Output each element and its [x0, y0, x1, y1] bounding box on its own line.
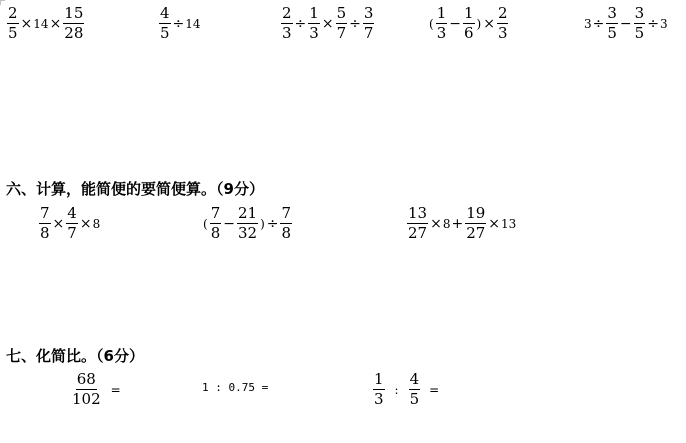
denominator: 6 — [463, 24, 474, 42]
numerator: 21 — [237, 204, 258, 222]
fraction — [281, 6, 293, 41]
fraction — [436, 6, 448, 41]
minus-sign: − — [223, 215, 235, 232]
section-6-title: 六、计算，能简便的要简便算。（9分） — [6, 180, 264, 198]
ratio-colon: : — [394, 382, 399, 397]
numerator: 13 — [408, 204, 428, 222]
times-sign: × — [321, 15, 334, 32]
denominator: 7 — [67, 224, 77, 242]
denominator: 8 — [40, 224, 50, 242]
numerator: 7 — [210, 204, 221, 222]
problem-5 — [584, 6, 668, 41]
divide-sign: ÷ — [266, 215, 279, 232]
minus-sign: − — [449, 15, 461, 32]
problem-6-1 — [38, 206, 100, 241]
problem-3 — [280, 6, 375, 41]
times-sign: × — [52, 215, 65, 232]
times-sign: × — [20, 15, 33, 32]
integer: 8 — [92, 216, 101, 231]
fraction — [463, 6, 475, 41]
fraction — [606, 6, 618, 41]
denominator: 27 — [466, 224, 486, 242]
numerator: 2 — [282, 4, 292, 22]
minus-sign: − — [619, 15, 632, 32]
denominator: 3 — [282, 24, 292, 42]
problem-1 — [6, 6, 85, 41]
ratio-expression: 1 : 0.75 = — [202, 381, 269, 394]
fraction — [237, 206, 258, 241]
denominator: 3 — [309, 24, 319, 42]
divide-sign: ÷ — [294, 15, 307, 32]
fraction — [407, 206, 428, 241]
numerator: 1 — [463, 4, 474, 22]
right-paren: ) — [476, 16, 482, 31]
fraction — [210, 206, 222, 241]
denominator: 5 — [634, 24, 645, 42]
numerator: 7 — [281, 204, 292, 222]
denominator: 7 — [336, 24, 347, 42]
times-sign: × — [488, 215, 501, 232]
fraction — [280, 206, 292, 241]
problem-6-3 — [406, 206, 516, 241]
fraction — [363, 6, 375, 41]
denominator: 7 — [363, 24, 374, 42]
numerator: 2 — [497, 4, 508, 22]
denominator: 27 — [408, 224, 428, 242]
times-sign: × — [483, 15, 495, 32]
numerator: 3 — [607, 4, 617, 22]
integer: 3 — [584, 16, 592, 31]
fraction — [373, 372, 385, 407]
fraction — [308, 6, 320, 41]
plus-sign: + — [451, 215, 464, 232]
divide-sign: ÷ — [349, 15, 361, 32]
numerator: 7 — [40, 204, 50, 222]
problem-6-2 — [202, 206, 293, 241]
denominator: 3 — [497, 24, 508, 42]
divide-sign: ÷ — [592, 15, 605, 32]
section-7-title: 七、化简比。（6分） — [6, 347, 144, 365]
numerator: 3 — [634, 4, 645, 22]
integer: 14 — [185, 16, 201, 31]
fraction — [7, 6, 19, 41]
fraction — [634, 6, 646, 41]
numerator: 3 — [363, 4, 374, 22]
denominator: 5 — [160, 24, 170, 42]
problem-7-3 — [372, 372, 440, 407]
denominator: 32 — [237, 224, 258, 242]
denominator: 3 — [436, 24, 447, 42]
fraction — [497, 6, 509, 41]
fraction — [66, 206, 78, 241]
problem-7-1 — [70, 372, 122, 407]
denominator: 5 — [409, 390, 420, 408]
times-sign: × — [49, 15, 62, 32]
equals-sign: = — [429, 382, 440, 397]
fraction — [63, 6, 84, 41]
problem-4 — [428, 6, 509, 41]
fraction — [336, 6, 348, 41]
problem-2 — [158, 6, 201, 41]
denominator: 102 — [72, 390, 101, 408]
integer: 8 — [442, 216, 451, 231]
left-paren: ( — [203, 216, 208, 231]
denominator: 8 — [210, 224, 221, 242]
fraction — [71, 372, 102, 407]
right-paren: ) — [260, 216, 265, 231]
numerator: 1 — [374, 370, 384, 388]
problem-7-2 — [202, 381, 268, 394]
numerator: 68 — [76, 370, 96, 388]
numerator: 4 — [67, 204, 77, 222]
fraction — [159, 6, 171, 41]
divide-sign: ÷ — [172, 15, 185, 32]
numerator: 2 — [8, 4, 18, 22]
equals-sign: = — [110, 382, 121, 397]
denominator: 5 — [607, 24, 617, 42]
numerator: 1 — [436, 4, 447, 22]
denominator: 3 — [374, 390, 384, 408]
left-paren: ( — [429, 16, 434, 31]
numerator: 4 — [160, 4, 170, 22]
numerator: 4 — [409, 370, 420, 388]
fraction — [465, 206, 486, 241]
times-sign: × — [79, 215, 92, 232]
numerator: 15 — [64, 4, 84, 22]
integer: 14 — [33, 16, 49, 31]
page-corner-mark — [0, 0, 5, 5]
numerator: 19 — [466, 204, 486, 222]
numerator: 1 — [309, 4, 319, 22]
fraction — [409, 372, 421, 407]
integer: 13 — [501, 216, 517, 231]
times-sign: × — [430, 215, 442, 232]
denominator: 8 — [281, 224, 292, 242]
fraction — [39, 206, 51, 241]
denominator: 28 — [64, 24, 84, 42]
denominator: 5 — [8, 24, 18, 42]
numerator: 5 — [336, 4, 347, 22]
integer: 3 — [659, 16, 668, 31]
divide-sign: ÷ — [647, 15, 659, 32]
